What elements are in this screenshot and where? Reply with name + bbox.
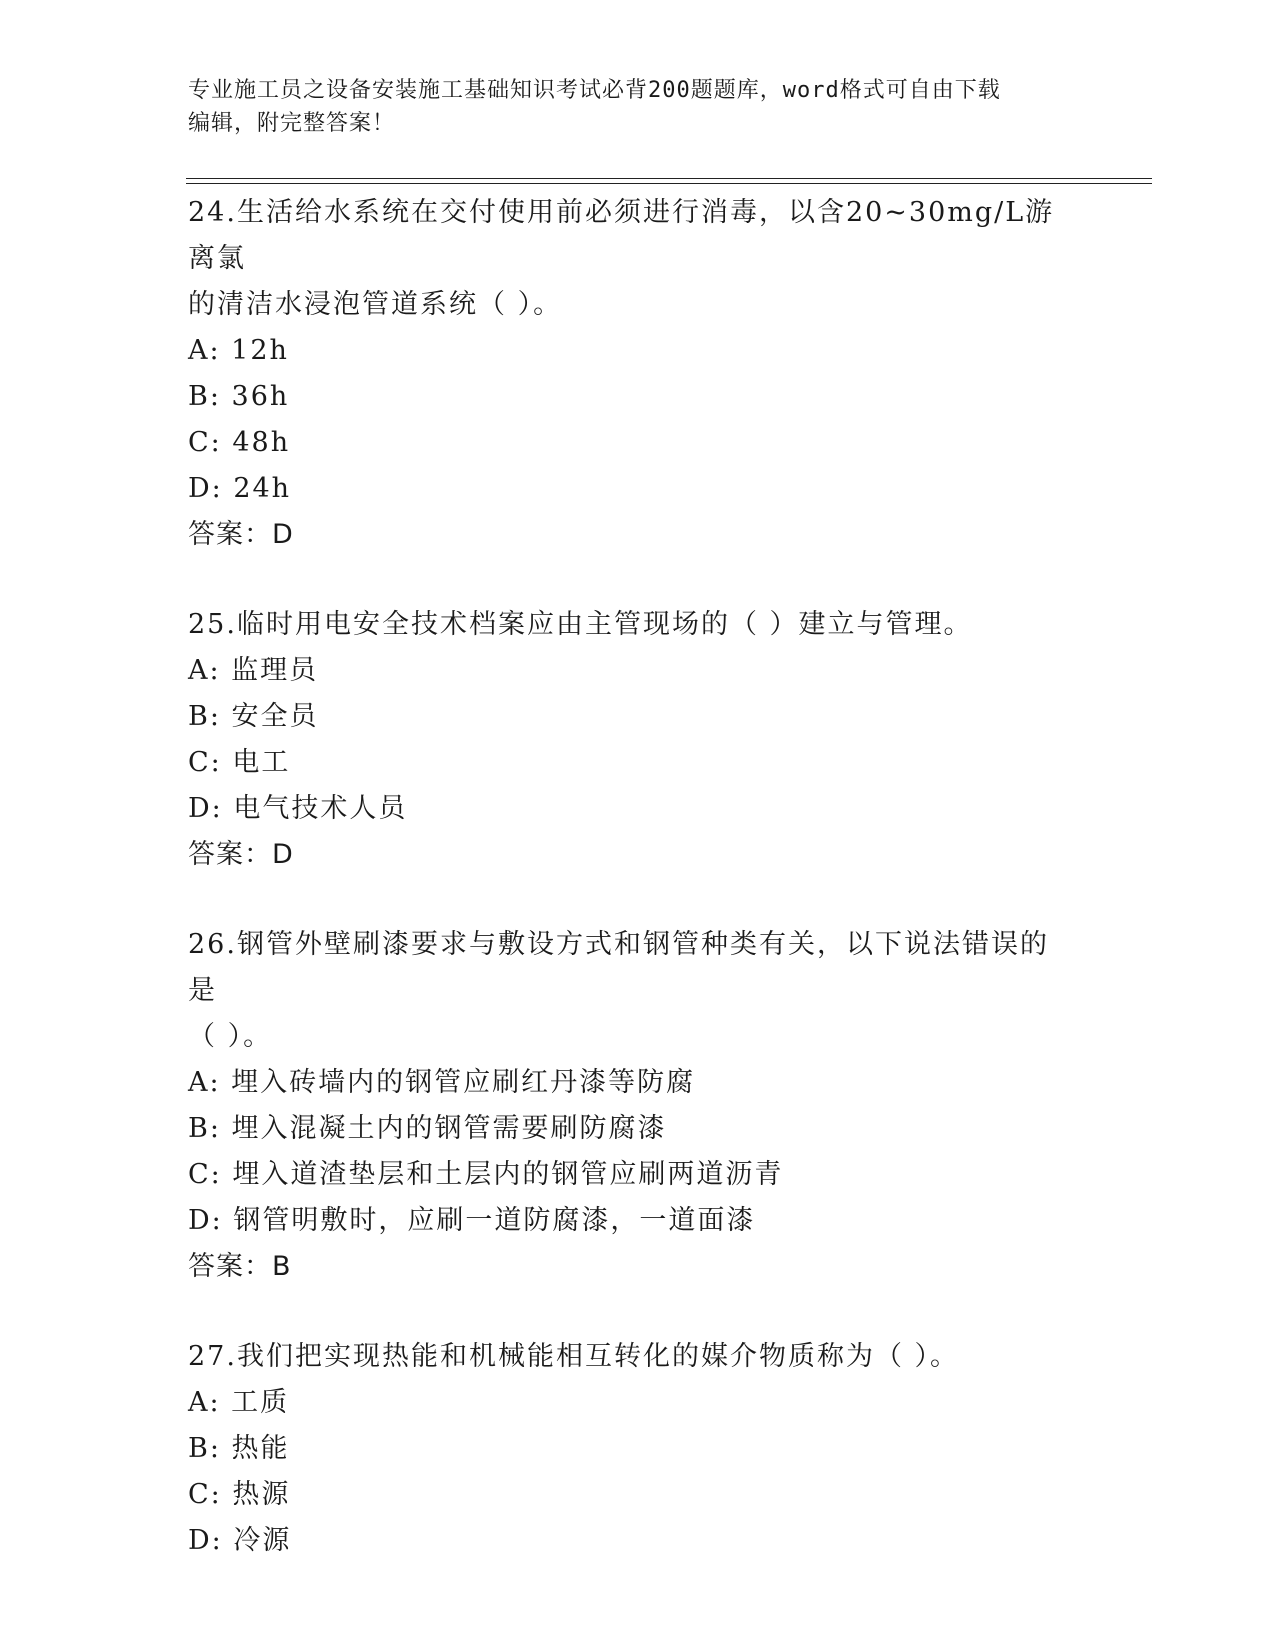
option-c: C: 热源 (188, 1479, 291, 1510)
question-26 (188, 922, 1068, 1290)
question-stem-line: 25.临时用电安全技术档案应由主管现场的（ ）建立与管理。 (188, 609, 973, 640)
question-spacer (188, 1290, 1068, 1334)
option-d: D: 电气技术人员 (188, 793, 408, 824)
option-a: A: 监理员 (188, 655, 319, 686)
question-24 (188, 190, 1068, 558)
question-stem-line: 27.我们把实现热能和机械能相互转化的媒介物质称为（ ）。 (188, 1341, 960, 1372)
option-d: D: 24h (188, 473, 292, 504)
option-d: D: 冷源 (188, 1525, 292, 1556)
option-a: A: 工质 (188, 1387, 290, 1418)
option-b: B: 36h (188, 381, 290, 412)
option-b: B: 热能 (188, 1433, 290, 1464)
option-c: C: 48h (188, 427, 291, 458)
option-b: B: 埋入混凝土内的钢管需要刷防腐漆 (188, 1113, 667, 1144)
header-divider-bottom (186, 183, 1152, 184)
question-25 (188, 602, 1068, 878)
question-list (188, 190, 1068, 1564)
question-spacer (188, 878, 1068, 922)
option-c: C: 电工 (188, 747, 291, 778)
option-c: C: 埋入道渣垫层和土层内的钢管应刷两道沥青 (188, 1159, 784, 1190)
header-divider-top (186, 178, 1152, 179)
question-stem-line: （ ）。 (188, 1021, 273, 1052)
answer: 答案：B (188, 1251, 292, 1282)
answer: 答案：D (188, 519, 294, 550)
option-a: A: 12h (188, 335, 289, 366)
header-line-1: 专业施工员之设备安装施工基础知识考试必背200题题库，word格式可自由下载 (188, 78, 1001, 103)
question-stem-line: 26.钢管外壁刷漆要求与敷设方式和钢管种类有关，以下说法错误的是 (188, 929, 1049, 1006)
question-27 (188, 1334, 1068, 1564)
question-stem-line: 24.生活给水系统在交付使用前必须进行消毒，以含20~30mg/L游离氯 (188, 197, 1055, 274)
question-spacer (188, 558, 1068, 602)
option-a: A: 埋入砖墙内的钢管应刷红丹漆等防腐 (188, 1067, 696, 1098)
question-stem-line: 的清洁水浸泡管道系统（ ）。 (188, 289, 563, 320)
header-line-2: 编辑，附完整答案！ (188, 111, 396, 136)
option-b: B: 安全员 (188, 701, 319, 732)
answer: 答案：D (188, 839, 294, 870)
document-header (188, 74, 1068, 140)
option-d: D: 钢管明敷时，应刷一道防腐漆，一道面漆 (188, 1205, 756, 1236)
